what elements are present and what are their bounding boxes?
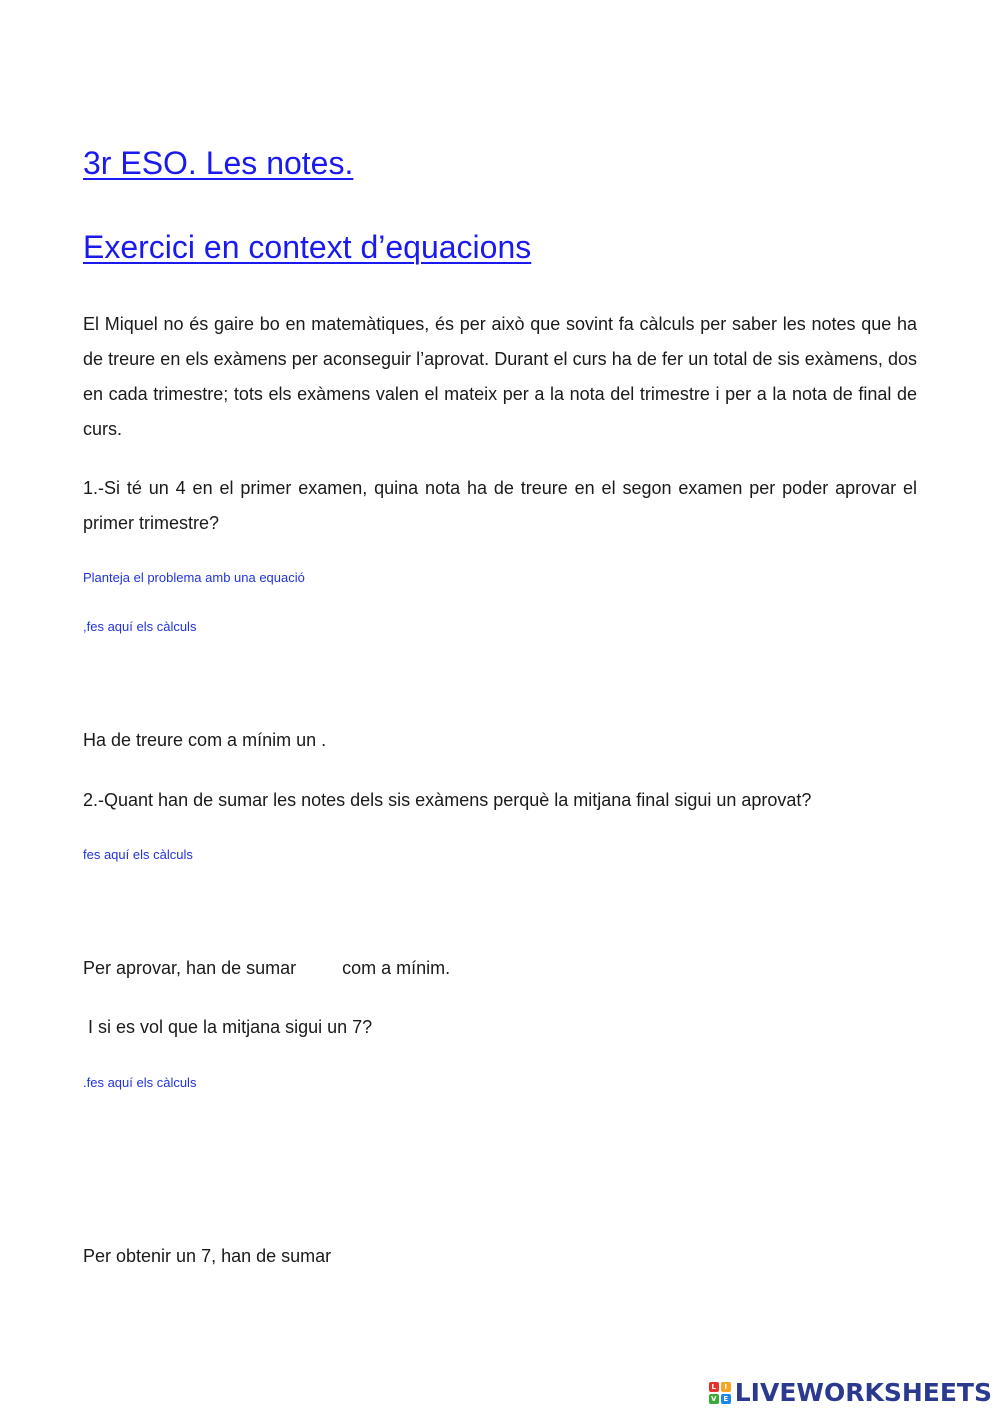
- page-subtitle[interactable]: Exercici en context d’equacions: [83, 229, 532, 265]
- question-2-answer-start: Per aprovar, han de sumar: [83, 958, 297, 978]
- question-3-answer: Per obtenir un 7, han de sumar: [83, 1246, 332, 1266]
- liveworksheets-mark-icon: [709, 1382, 731, 1404]
- question-2-answer-end: com a mínim.: [342, 958, 451, 978]
- question-1-calc-area[interactable]: [83, 640, 917, 720]
- question-1-answer: Ha de treure com a mínim un .: [83, 730, 327, 750]
- question-3: I si es vol que la mitjana sigui un 7?: [83, 1017, 373, 1037]
- logo-mark-letter: V: [709, 1394, 719, 1404]
- logo-mark-letter: I: [721, 1382, 731, 1392]
- intro-paragraph: El Miquel no és gaire bo en matemàtiques, és per això que sovint fa càlculs per saber les notes que ha de treure en els exàmens per aconseguir l’aprovat. Durant el curs ha de fer un total de sis exàmens, dos en cada trimestre; tots els exàmens valen el mateix per a la nota del trimestre i per a la nota de final de curs.: [83, 314, 917, 439]
- question-1: 1.-Si té un 4 en el primer examen, quina nota ha de treure en el segon examen per poder aprovar el primer trimestre?: [83, 478, 917, 533]
- question-2: 2.-Quant han de sumar les notes dels sis exàmens perquè la mitjana final sigui un aprovat?: [83, 790, 812, 810]
- page-title[interactable]: 3r ESO. Les notes.: [83, 145, 354, 181]
- question-2-answer: [83, 956, 450, 980]
- question-1-calc-hint: ,fes aquí els càlculs: [83, 619, 197, 634]
- logo-mark-letter: E: [721, 1394, 731, 1404]
- question-2-calc-hint: fes aquí els càlculs: [83, 847, 193, 862]
- liveworksheets-logo: [709, 1378, 992, 1407]
- logo-mark-letter: L: [709, 1382, 719, 1392]
- question-3-calc-hint: .fes aquí els càlculs: [83, 1075, 197, 1090]
- liveworksheets-wordmark: LIVEWORKSHEETS: [734, 1378, 992, 1407]
- question-2-calc-area[interactable]: [83, 868, 917, 948]
- question-1-equation-hint: Planteja el problema amb una equació: [83, 570, 305, 585]
- question-3-calc-area[interactable]: [83, 1096, 917, 1226]
